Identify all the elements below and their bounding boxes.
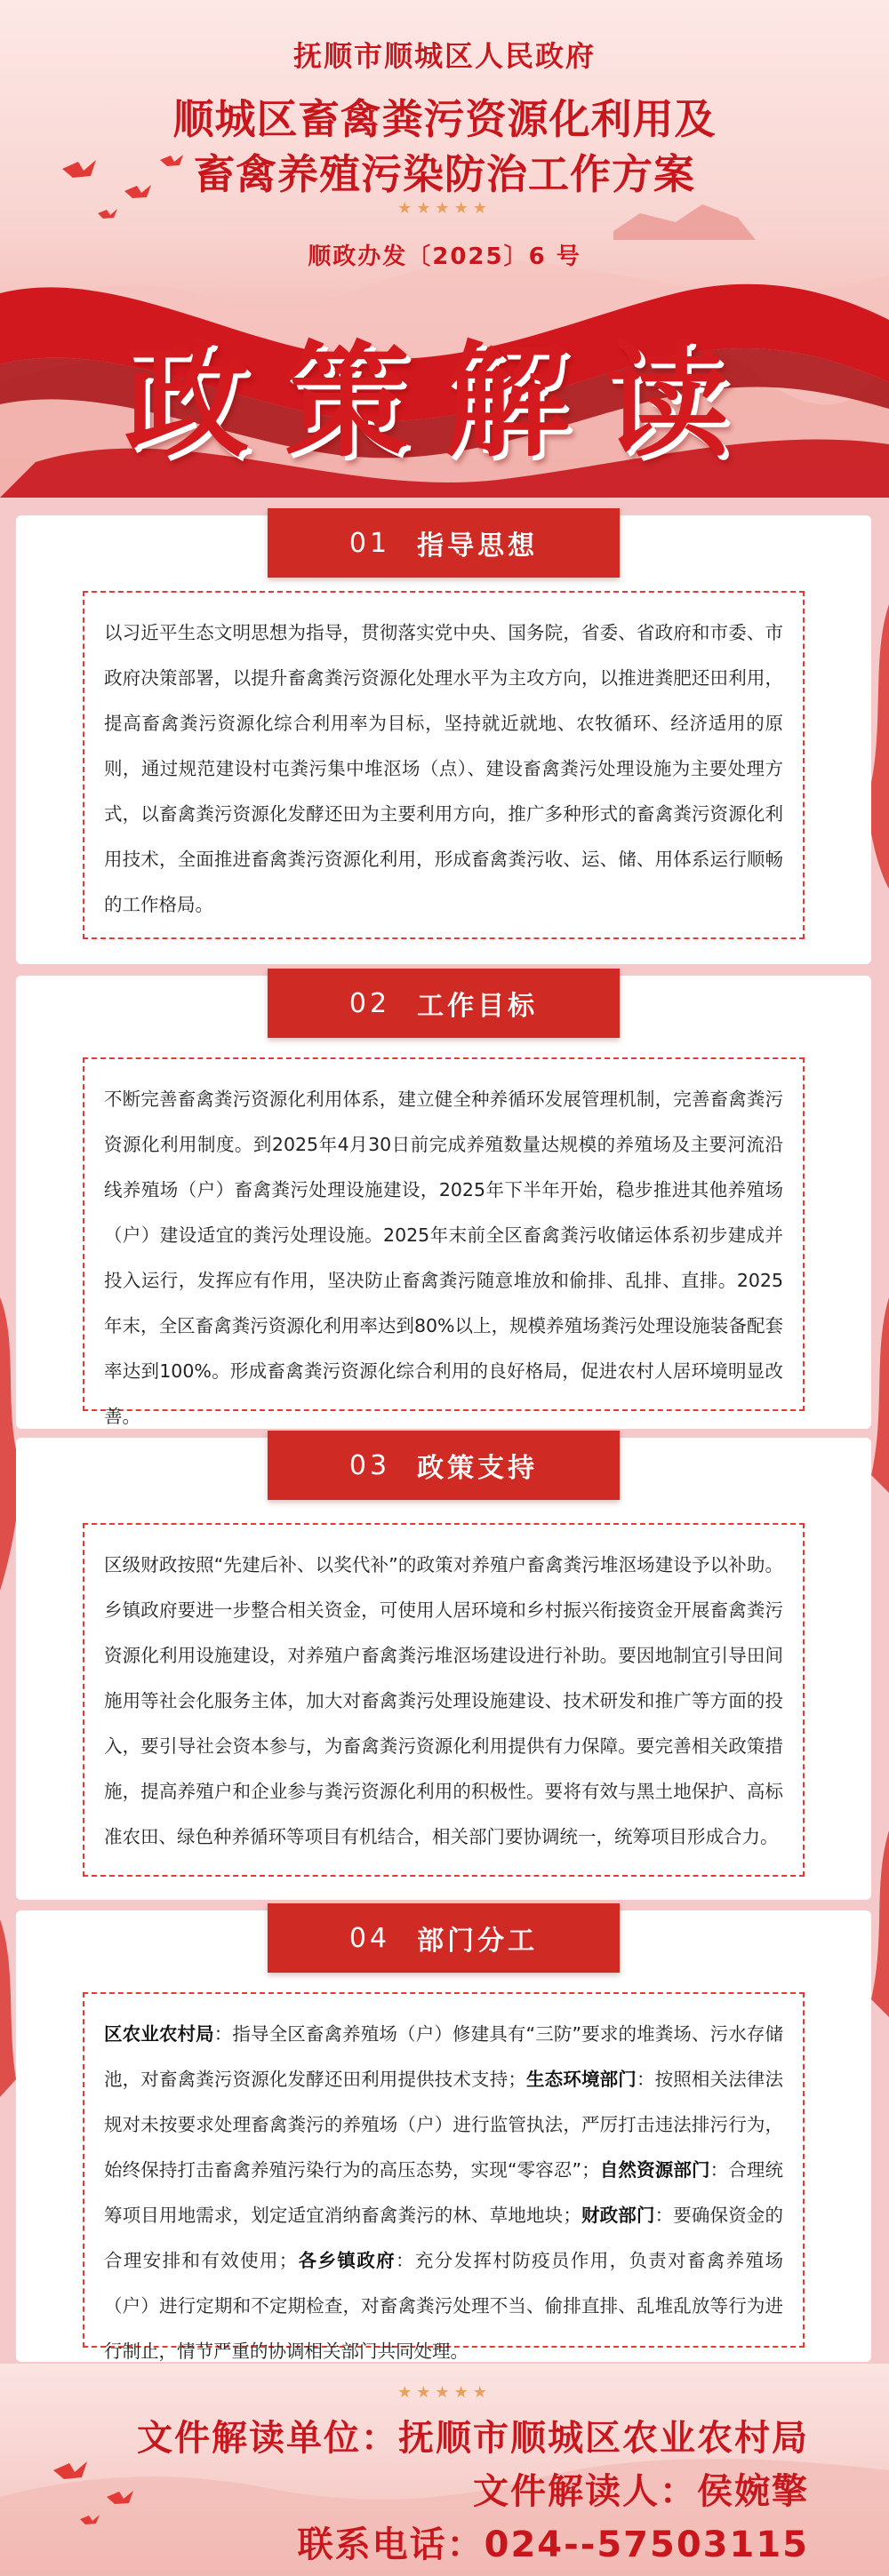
section-title: 工作目标 [417, 991, 539, 1022]
section-header [268, 508, 620, 578]
dept-finance-label: 财政部门 [581, 2205, 655, 2226]
section-content-box [83, 1057, 805, 1427]
section-number: 03 [348, 1449, 391, 1481]
section-header [268, 1903, 620, 1973]
stars-decoration: ★★★★★ [397, 199, 492, 218]
header-banner [0, 0, 889, 498]
interpreting-unit: 文件解读单位：抚顺市顺城区农业农村局 [137, 2418, 809, 2459]
section-division-of-labor [16, 1910, 871, 2362]
section-body-text [104, 2012, 783, 2374]
section-guiding-ideology [16, 515, 871, 964]
dept-agriculture-label: 区农业农村局 [104, 2023, 214, 2045]
section-title: 指导思想 [417, 530, 539, 562]
section-body-text: 以习近平生态文明思想为指导，贯彻落实党中央、国务院，省委、省政府和市委、市政府决策部署，以提升畜禽粪污资源化处理水平为主攻方向，以推进粪肥还田利用，提高畜禽粪污资源化综合利用率为目标，坚持就近就地、农牧循环、经济适用的原则，通过规范建设村屯粪污集中堆沤场（点）、建设畜禽粪污处理设施为主要处理方式，以畜禽粪污资源化发酵还田为主要利用方向，推广多种形式的畜禽粪污资源化利用技术，全面推进畜禽粪污资源化利用，形成畜禽粪污收、运、储、用体系运行顺畅的工作格局。 [104, 622, 783, 915]
dept-township-label: 各乡镇政府 [297, 2250, 396, 2271]
section-header [268, 969, 620, 1038]
dept-ecology-duty: ：按照相关法律法规对未按要求处理畜禽粪污的养殖场（户）进行监管执法，严厉打击违法排污行为，始终保持打击畜禽养殖污染行为的高压态势，实现“零容忍”； [104, 2069, 784, 2181]
policy-interpretation-title: 政策解读 [124, 330, 765, 475]
section-content-box [83, 1992, 805, 2362]
section-content-box [83, 591, 805, 939]
dept-ecology-label: 生态环境部门 [525, 2069, 637, 2090]
section-number: 04 [348, 1922, 391, 1954]
section-number: 01 [348, 527, 391, 559]
dept-agriculture-duty: ：指导全区畜禽养殖场（户）修建具有“三防”要求的堆粪场、污水存储池，对畜禽粪污资源化发酵还田利用提供技术支持； [104, 2023, 783, 2090]
section-policy-support [16, 1438, 871, 1900]
dept-natural-resources-label: 自然资源部门 [599, 2159, 710, 2181]
section-work-goals [16, 976, 871, 1429]
section-title: 部门分工 [417, 1926, 539, 1957]
section-body-text: 不断完善畜禽粪污资源化利用体系，建立健全种养循环发展管理机制，完善畜禽粪污资源化利用制度。到2025年4月30日前完成养殖数量达规模的养殖场及主要河流沿线养殖场（户）畜禽粪污处理设施建设，2025年下半年开始，稳步推进其他养殖场（户）建设适宜的粪污处理设施。2025年末前全区畜禽粪污收储运体系初步建成并投入运行，发挥应有作用，坚决防止畜禽粪污随意堆放和偷排、乱排、直排。2025年末，全区畜禽粪污资源化利用率达到80%以上，规模养殖场粪污处理设施装备配套率达到100%。形成畜禽粪污资源化综合利用的良好格局，促进农村人居环境明显改善。 [104, 1089, 783, 1427]
interpreter: 文件解读人：侯婉擎 [473, 2471, 809, 2512]
contact-phone: 联系电话：024--57503115 [297, 2524, 809, 2565]
dept-natural-resources-duty: ：合理统筹项目用地需求，划定适宜消纳畜禽粪污的林、草地地块； [104, 2159, 784, 2226]
document-title-line-2: 畜禽养殖污染防治工作方案 [194, 150, 695, 198]
document-number: 顺政办发〔2025〕6 号 [308, 243, 581, 270]
dept-township-duty: ：充分发挥村防疫员作用，负责对畜禽养殖场（户）进行定期和不定期检查，对畜禽粪污处理不当、偷排直排、乱堆乱放等行为进行制止，情节严重的协调相关部门共同处理。 [104, 2250, 784, 2362]
issuing-government: 抚顺市顺城区人民政府 [292, 39, 596, 73]
section-number: 02 [348, 987, 391, 1019]
document-title-line-1: 顺城区畜禽粪污资源化利用及 [172, 95, 717, 143]
section-title: 政策支持 [417, 1453, 539, 1484]
section-content-box [83, 1523, 805, 1877]
section-header [268, 1431, 620, 1500]
section-body-text: 区级财政按照“先建后补、以奖代补”的政策对养殖户畜禽粪污堆沤场建设予以补助。乡镇政府要进一步整合相关资金，可使用人居环境和乡村振兴衔接资金开展畜禽粪污资源化利用设施建设，对养殖户畜禽粪污堆沤场建设进行补助。要因地制宜引导田间施用等社会化服务主体，加大对畜禽粪污处理设施建设、技术研发和推广等方面的投入，要引导社会资本参与，为畜禽粪污资源化利用提供有力保障。要完善相关政策措施，提高养殖户和企业参与粪污资源化利用的积极性。要将有效与黑土地保护、高标准农田、绿色种养循环等项目有机结合，相关部门要协调统一，统筹项目形成合力。 [104, 1554, 783, 1847]
dept-finance-duty: ：要确保资金的合理安排和有效使用； [104, 2205, 784, 2271]
stars-decoration: ★★★★★ [397, 2383, 492, 2402]
footer-contact-banner [0, 2364, 889, 2576]
